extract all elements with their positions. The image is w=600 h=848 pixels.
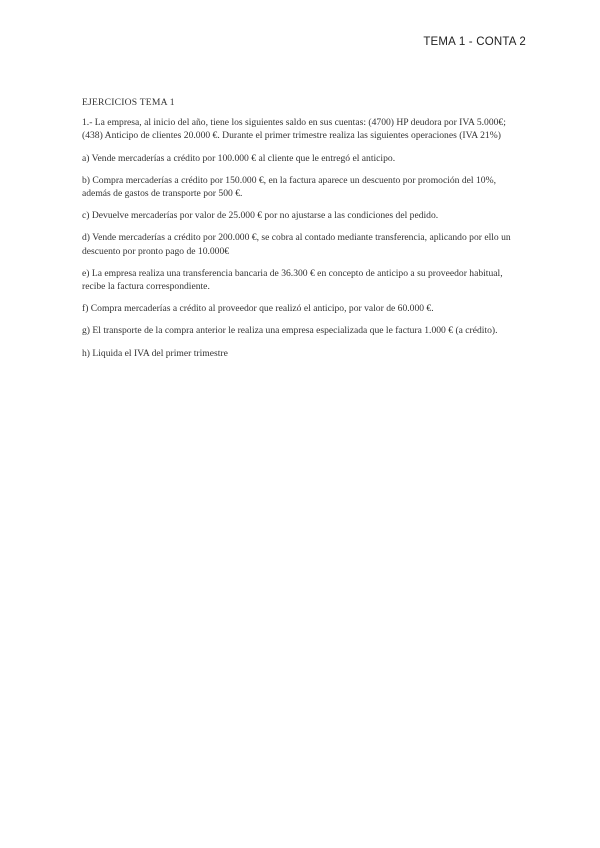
exercise-intro: 1.- La empresa, al inicio del año, tiene los siguientes saldo en sus cuentas: (4700) HP deudora por IVA 5.000€; (438) Anticipo de clientes 20.000 €. Durante el primer trimestre realiza las siguientes operaciones (IVA 21%)	[82, 117, 506, 142]
document-body	[82, 96, 518, 369]
page-header-title: TEMA 1 - CONTA 2	[423, 36, 526, 48]
exercise-item-f: f) Compra mercaderías a crédito al proveedor que realizó el anticipo, por valor de 60.000 €.	[82, 303, 434, 315]
exercise-item-a: a) Vende mercaderías a crédito por 100.000 € al cliente que le entregó el anticipo.	[82, 152, 396, 164]
exercise-item-c: c) Devuelve mercaderías por valor de 25.000 € por no ajustarse a las condiciones del pedido.	[82, 210, 439, 222]
exercise-item-e: e) La empresa realiza una transferencia bancaria de 36.300 € en concepto de anticipo a su proveedor habitual, recibe la factura correspondiente.	[82, 267, 503, 293]
exercise-item-g: g) El transporte de la compra anterior le realiza una empresa especializada que le factura 1.000 € (a crédito).	[82, 325, 498, 337]
exercise-heading: EJERCICIOS TEMA 1	[82, 97, 175, 108]
exercise-item-d: d) Vende mercaderías a crédito por 200.000 €, se cobra al contado mediante transferencia, aplicando por ello un descuento por pronto pago de 10.000€	[82, 232, 511, 257]
exercise-item-b: b) Compra mercaderías a crédito por 150.000 €, en la factura aparece un descuento por promoción del 10%, además de gastos de transporte por 500 €.	[82, 174, 496, 200]
exercise-item-h: h) Liquida el IVA del primer trimestre	[82, 347, 228, 359]
